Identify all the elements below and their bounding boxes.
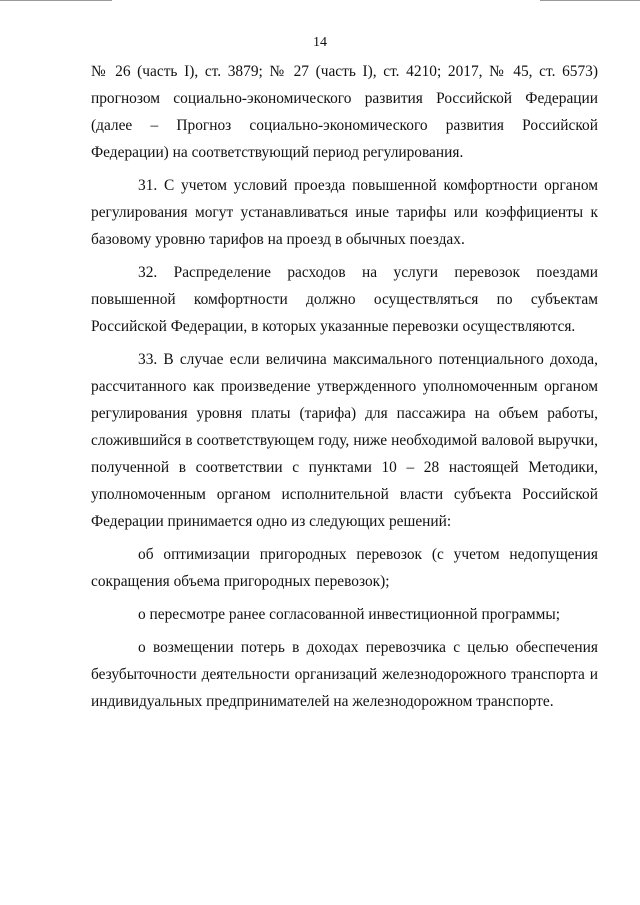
text-line: регулирования уровня платы (тарифа) для пассажира на объем работы,: [91, 405, 598, 422]
text-line: о возмещении потерь в доходах перевозчика с целью обеспечения: [138, 639, 598, 656]
text-line: о пересмотре ранее согласованной инвестиционной программы;: [138, 606, 561, 623]
paragraph-31: [91, 172, 598, 253]
page-number: 14: [313, 35, 327, 50]
text-line: индивидуальных предпринимателей на железнодорожном транспорте.: [91, 693, 554, 710]
text-line: об оптимизации пригородных перевозок (с учетом недопущения: [138, 546, 598, 563]
text-line: сокращения объема пригородных перевозок);: [91, 573, 390, 590]
text-line: регулирования могут устанавливаться иные тарифы или коэффициенты к: [91, 204, 598, 221]
text-line: базовому уровню тарифов на проезд в обычных поездах.: [91, 231, 465, 248]
paragraph-32: [91, 259, 598, 340]
text-line: (далее – Прогноз социально-экономического развития Российской: [91, 117, 598, 134]
text-line: Федерации принимается одно из следующих решений:: [91, 513, 452, 530]
text-line: безубыточности деятельности организаций железнодорожного транспорта и: [91, 666, 598, 683]
decision-optimization: [91, 541, 598, 595]
text-line: уполномоченным органом исполнительной власти субъекта Российской: [91, 486, 598, 503]
decision-compensation: [91, 634, 598, 715]
text-line: 31. С учетом условий проезда повышенной комфортности органом: [138, 177, 598, 194]
text-line: сложившийся в соответствующем году, ниже необходимой валовой выручки,: [91, 432, 598, 449]
text-line: Федерации) на соответствующий период регулирования.: [91, 144, 464, 161]
text-line: 33. В случае если величина максимального потенциального дохода,: [138, 351, 598, 368]
text-line: полученной в соответствии с пунктами 10 – 28 настоящей Методики,: [91, 459, 598, 476]
paragraph-33: [91, 346, 598, 535]
document-body: [91, 58, 598, 715]
text-line: прогнозом социально-экономического развития Российской Федерации: [91, 90, 598, 107]
decision-revision: [91, 601, 598, 628]
top-edge-mark-left: [0, 0, 112, 1]
top-edge-mark-right: [540, 0, 640, 1]
text-line: повышенной комфортности должно осуществляться по субъектам: [91, 291, 598, 308]
text-line: 32. Распределение расходов на услуги перевозок поездами: [138, 264, 598, 281]
paragraph-continuation: [91, 58, 598, 166]
text-line: № 26 (часть I), ст. 3879; № 27 (часть I), ст. 4210; 2017, № 45, ст. 6573): [91, 63, 598, 80]
text-line: рассчитанного как произведение утвержденного уполномоченным органом: [91, 378, 598, 395]
text-line: Российской Федерации, в которых указанные перевозки осуществляются.: [91, 318, 576, 335]
